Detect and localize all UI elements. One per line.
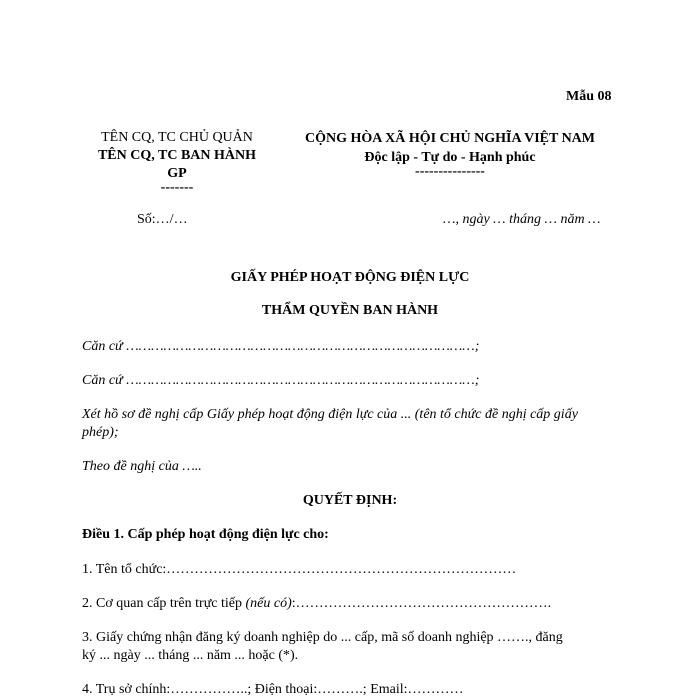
national-title: CỘNG HÒA XÃ HỘI CHỦ NGHĨA VIỆT NAM: [304, 131, 595, 146]
business-registration-line2: ký ... ngày ... tháng ... năm ... hoặc (*).: [82, 648, 299, 663]
superior-agency-suffix: :……………………………………………….: [291, 596, 552, 611]
article-1-heading: Điều 1. Cấp phép hoạt động điện lực cho:: [82, 527, 329, 542]
form-code: Mẫu 08: [566, 89, 612, 104]
header-left: [82, 129, 272, 193]
document-number: Số:…/…: [137, 212, 188, 227]
parent-agency: TÊN CQ, TC CHỦ QUẢN: [101, 130, 253, 145]
superior-agency-prefix: 2. Cơ quan cấp trên trực tiếp: [82, 596, 246, 611]
proposal-clause: Theo đề nghị của …..: [82, 459, 202, 474]
license-title: GIẤY PHÉP HOẠT ĐỘNG ĐIỆN LỰC: [230, 270, 470, 285]
right-rule: ---------------: [415, 164, 485, 179]
issuing-agency-gp: GP: [167, 166, 187, 181]
issue-date: …, ngày … tháng … năm …: [443, 212, 601, 227]
superior-agency-note: (nếu có): [245, 596, 292, 611]
superior-agency-line: [82, 596, 551, 612]
authority-title: THẨM QUYỀN BAN HÀNH: [261, 303, 439, 318]
review-clause-line2: phép);: [82, 425, 119, 440]
org-name-line: 1. Tên tổ chức:…………………………………………………………………: [82, 562, 517, 577]
national-motto: Độc lập - Tự do - Hạnh phúc: [364, 150, 536, 165]
legal-basis-2: Căn cứ …………………………………………………………………………;: [82, 373, 480, 388]
left-rule: -------: [160, 180, 194, 195]
issuing-agency: TÊN CQ, TC BAN HÀNH: [97, 148, 257, 163]
legal-basis-1: Căn cứ …………………………………………………………………………;: [82, 339, 480, 354]
business-registration-line1: 3. Giấy chứng nhận đăng ký doanh nghiệp do ... cấp, mã số doanh nghiệp ……., đăng: [82, 630, 563, 645]
headquarters-line: 4. Trụ sở chính:……………..; Điện thoại:……….; Email:…………: [82, 682, 464, 697]
review-clause-line1: Xét hồ sơ đề nghị cấp Giấy phép hoạt động điện lực của ... (tên tổ chức đề nghị cấp giấy: [82, 407, 578, 422]
decision-heading: QUYẾT ĐỊNH:: [302, 493, 398, 508]
header-right: [280, 129, 620, 177]
